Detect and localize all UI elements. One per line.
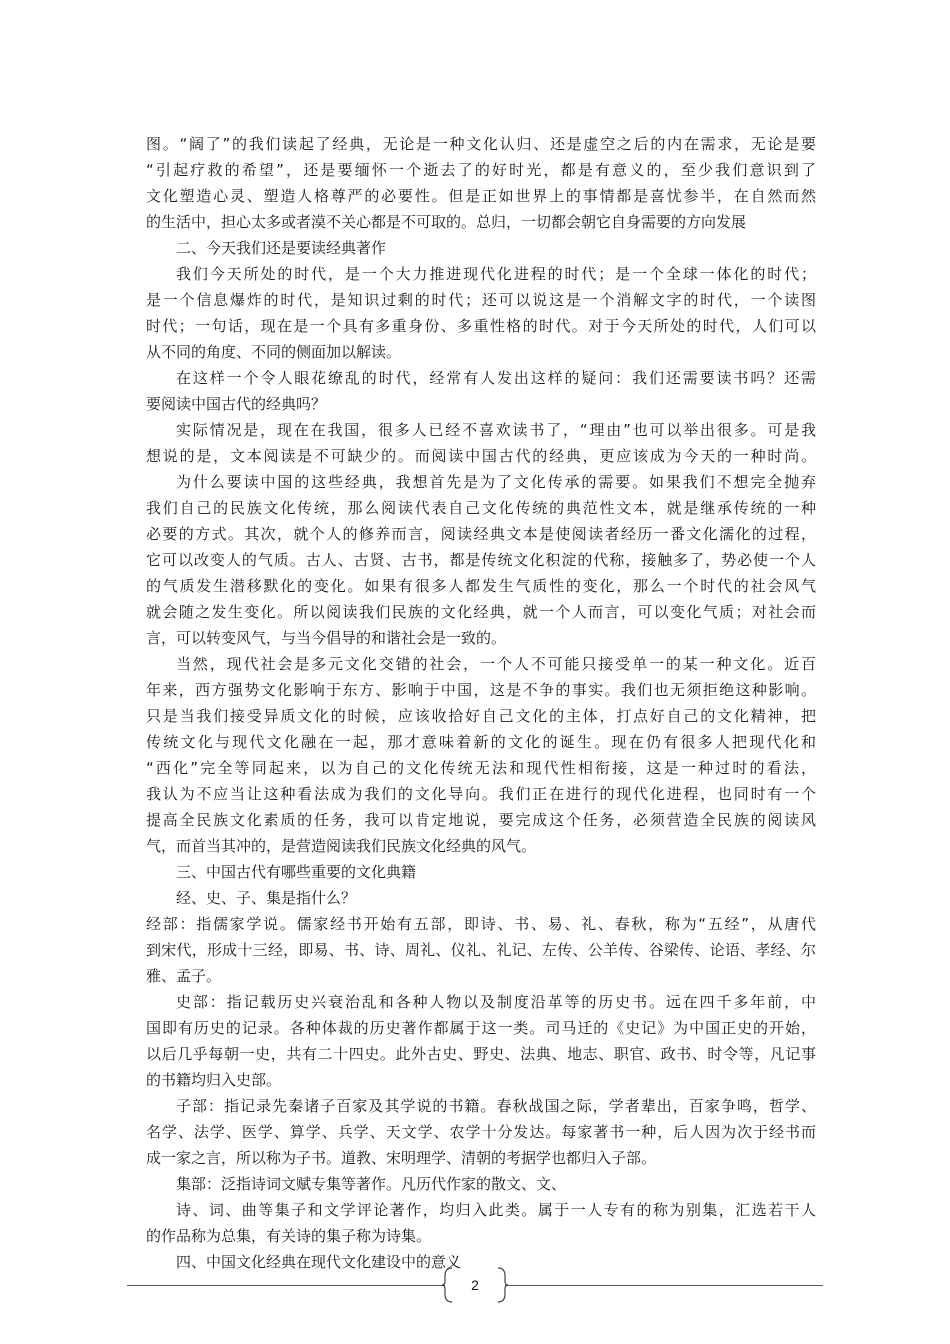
text-line: 诗、词、曲等集子和文学评论著作，均归入此类。属于一人专有的称为别集，汇选若干人: [176, 1201, 816, 1219]
section-heading-4: 四、中国文化经典在现代文化建设中的意义: [176, 1253, 462, 1271]
text-line: 成一家之言，所以称为子书。道教、宋明理学、清朝的考据学也都归入子部。: [146, 1149, 657, 1167]
text-line: 只是当我们接受异质文化的时候，应该收拾好自己文化的主体，打点好自己的文化精神，把: [146, 707, 816, 725]
footer-rule-right: [505, 1285, 823, 1286]
text-line: 名学、法学、医学、算学、兵学、天文学、农学十分发达。每家著书一种，后人因为次于经书而: [146, 1123, 816, 1141]
text-line: 它可以改变人的气质。古人、古贤、古书，都是传统文化积淀的代称，接触多了，势必使一个人: [146, 551, 816, 569]
section-heading-2: 二、今天我们还是要读经典著作: [176, 239, 387, 257]
text-line: 是一个信息爆炸的时代，是知识过剩的时代；还可以说这是一个消解文字的时代，一个读图: [146, 291, 816, 309]
text-line: 的书籍均归入史部。: [146, 1071, 282, 1089]
text-line: 图。“阔了”的我们读起了经典，无论是一种文化认归、还是虚空之后的内在需求，无论是要: [146, 135, 816, 153]
text-line: 到宋代，形成十三经，即易、书、诗、周礼、仪礼、礼记、左传、公羊传、谷梁传、论语、孝经、尔: [146, 941, 816, 959]
footer-rule-left: [127, 1285, 445, 1286]
text-line: 的生活中，担心太多或者漠不关心都是不可取的。总归，一切都会朝它自身需要的方向发展: [146, 213, 747, 231]
text-line: 集部：泛指诗词文赋专集等著作。凡历代作家的散文、文、: [176, 1175, 567, 1193]
text-line: 言，可以转变风气，与当今倡导的和谐社会是一致的。: [146, 629, 507, 647]
text-line: 国即有历史的记录。各种体裁的历史著作都属于这一类。司马迁的《史记》为中国正史的开始，: [146, 1019, 816, 1037]
text-line: “西化”完全等同起来，以为自己的文化传统无法和现代性相衔接，这是一种过时的看法，: [146, 759, 816, 777]
text-line: 以后几乎每朝一史，共有二十四史。此外古史、野史、法典、地志、职官、政书、时令等，凡记事: [146, 1045, 816, 1063]
text-line: 我们今天所处的时代，是一个大力推进现代化进程的时代；是一个全球一体化的时代；: [176, 265, 816, 283]
text-line: 雅、孟子。: [146, 967, 222, 985]
text-line: 必要的方式。其次，就个人的修养而言，阅读经典文本是使阅读者经历一番文化濡化的过程，: [146, 525, 816, 543]
text-line: 子部：指记录先秦诸子百家及其学说的书籍。春秋战国之际，学者辈出，百家争鸣，哲学、: [176, 1097, 816, 1115]
text-line: 的气质发生潜移默化的变化。如果有很多人都发生气质性的变化，那么一个时代的社会风气: [146, 577, 816, 595]
text-line: 文化塑造心灵、塑造人格尊严的必要性。但是正如世界上的事情都是喜忧参半，在自然而然: [146, 187, 816, 205]
text-line: 要阅读中国古代的经典吗？: [146, 395, 327, 413]
text-line: 就会随之发生变化。所以阅读我们民族的文化经典，就一个人而言，可以变化气质；对社会而: [146, 603, 816, 621]
text-line: 从不同的角度、不同的侧面加以解读。: [146, 343, 402, 361]
page-number-frame: [442, 1266, 508, 1304]
text-line: 气，而首当其冲的，是营造阅读我们民族文化经典的风气。: [146, 837, 537, 855]
text-line: 的作品称为总集，有关诗的集子称为诗集。: [146, 1227, 432, 1245]
text-line: 当然，现代社会是多元文化交错的社会，一个人不可能只接受单一的某一种文化。近百: [176, 655, 816, 673]
text-line: 提高全民族文化素质的任务，我可以肯定地说，要完成这个任务，必须营造全民族的阅读风: [146, 811, 816, 829]
text-line: 经部：指儒家学说。儒家经书开始有五部，即诗、书、易、礼、春秋，称为“五经”，从唐代: [146, 915, 816, 933]
text-line: 传统文化与现代文化融在一起，那才意味着新的文化的诞生。现在仍有很多人把现代化和: [146, 733, 816, 751]
text-line: 为什么要读中国的这些经典，我想首先是为了文化传承的需要。如果我们不想完全抛弃: [176, 473, 816, 491]
text-line: 时代；一句话，现在是一个具有多重身份、多重性格的时代。对于今天所处的时代，人们可以: [146, 317, 816, 335]
text-line: 在这样一个令人眼花缭乱的时代，经常有人发出这样的疑问：我们还需要读书吗？还需: [176, 369, 816, 387]
page-number: 2: [471, 1277, 479, 1293]
text-line: “引起疗救的希望”，还是要缅怀一个逝去了的好时光，都是有意义的，至少我们意识到了: [146, 161, 816, 179]
text-line: 年来，西方强势文化影响于东方、影响于中国，这是不争的事实。我们也无须拒绝这种影响。: [146, 681, 816, 699]
text-line: 经、史、子、集是指什么？: [176, 889, 357, 907]
text-line: 我认为不应当让这种看法成为我们的文化导向。我们正在进行的现代化进程，也同时有一个: [146, 785, 816, 803]
text-line: 想说的是，文本阅读是不可缺少的。而阅读中国古代的经典，更应该成为今天的一种时尚。: [146, 447, 816, 465]
text-line: 我们自己的民族文化传统，那么阅读代表自己文化传统的典范性文本，就是继承传统的一种: [146, 499, 816, 517]
text-line: 实际情况是，现在在我国，很多人已经不喜欢读书了，“理由”也可以举出很多。可是我: [176, 421, 816, 439]
section-heading-3: 三、中国古代有哪些重要的文化典籍: [176, 863, 417, 881]
text-line: 史部：指记载历史兴衰治乱和各种人物以及制度沿革等的历史书。远在四千多年前，中: [176, 993, 816, 1011]
